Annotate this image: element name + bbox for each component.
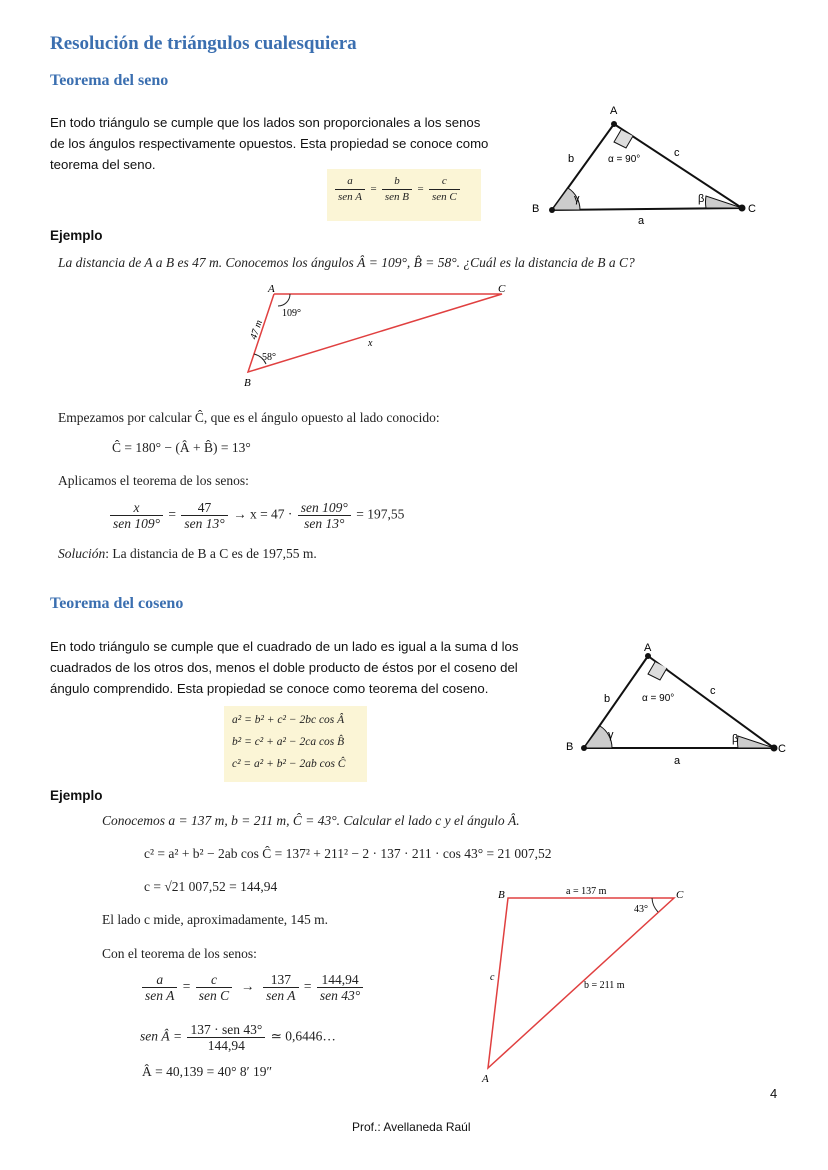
angle-alpha: α = 90° — [642, 693, 675, 704]
cosine-formula: b² = c² + a² − 2ca cos B̂ — [232, 736, 345, 748]
sine-step2: Aplicamos el teorema de los senos: — [58, 473, 249, 488]
sine-step1-formula: Ĉ = 180° − (Â + B̂) = 13° — [112, 440, 251, 455]
footer: Prof.: Avellaneda Raúl — [352, 1120, 471, 1134]
ex-vertex-C: C — [498, 283, 506, 295]
vertex-B: B — [566, 741, 574, 753]
cosine-line7: Â = 40,139 = 40° 8′ 19″ — [142, 1064, 273, 1079]
sine-solution: Solución: La distancia de B a C es de 197,55 m. — [58, 546, 317, 561]
vertex-C: C — [778, 743, 786, 755]
sine-paragraph — [50, 112, 488, 175]
cosine-formula-box — [224, 706, 367, 782]
ex-side-x: x — [368, 338, 373, 349]
cosine-paragraph-line: ángulo comprendido. Esta propiedad se conoce como teorema del coseno. — [50, 681, 489, 696]
sine-example-question: La distancia de A a B es 47 m. Conocemos los ángulos Â = 109°, B̂ = 58°. ¿Cuál es la distancia de B a C? — [58, 255, 635, 270]
cosine-formula: a² = b² + c² − 2bc cos Â — [232, 714, 345, 726]
ex-vertex-B: B — [244, 377, 251, 389]
cosine-heading: Teorema del coseno — [50, 595, 184, 612]
page-number: 4 — [770, 1086, 778, 1101]
ex-side-b: b = 211 m — [584, 980, 625, 991]
cosine-paragraph-line: En todo triángulo se cumple que el cuadrado de un lado es igual a la suma d los — [50, 639, 519, 654]
ex-angle-A: 109° — [282, 308, 301, 319]
cosine-line1: c² = a² + b² − 2ab cos Ĉ = 137² + 211² − 2 · 137 · 211 · cos 43° = 21 007,52 — [144, 846, 552, 861]
page-title: Resolución de triángulos cualesquiera — [50, 33, 357, 54]
cosine-example-figure — [478, 884, 698, 1088]
cosine-line4: Con el teorema de los senos: — [102, 946, 257, 961]
ex-side-c: c — [490, 972, 495, 983]
ex-side: 47 m — [248, 318, 265, 341]
sine-paragraph-line: En todo triángulo se cumple que los lados son proporcionales a los senos — [50, 115, 481, 130]
angle-beta: β — [698, 193, 705, 205]
side-b: b — [568, 153, 575, 165]
cosine-paragraph — [50, 636, 518, 699]
cosine-line5: $\frac{a}{\text{sen A}}$ = $\frac{c}{\text{sen C}}$ → $\frac{137}{\text{sen A}}$ = $\frac{144,94}{\text{sen 43°}}$ — [140, 972, 365, 1003]
side-a: a — [638, 215, 645, 225]
sine-heading: Teorema del seno — [50, 72, 169, 89]
sine-step1: Empezamos por calcular Ĉ, que es el ángulo opuesto al lado conocido: — [58, 410, 440, 425]
cosine-example-intro: Conocemos a = 137 m, b = 211 m, Ĉ = 43°. Calcular el lado c y el ángulo Â. — [102, 813, 520, 828]
sine-formula-box — [327, 169, 481, 221]
ex-vertex-A: A — [482, 1073, 489, 1085]
angle-beta: β — [732, 733, 739, 745]
sine-paragraph-line: teorema del seno. — [50, 157, 156, 172]
side-a: a — [674, 755, 681, 767]
sine-formula: $\frac{a}{\text{sen A}}$ = $\frac{b}{\text{sen B}}$ = $\frac{c}{\text{sen C}}$ — [333, 174, 462, 205]
side-b: b — [604, 693, 611, 705]
cosine-line3: El lado c mide, aproximadamente, 145 m. — [102, 912, 329, 927]
ex-angle-B: 58° — [262, 352, 276, 363]
sine-triangle-figure — [528, 100, 758, 225]
ex-angle-C: 43° — [634, 904, 648, 915]
sine-paragraph-line: de los ángulos respectivamente opuestos. Esta propiedad se conoce como — [50, 136, 489, 151]
side-c: c — [710, 685, 716, 697]
cosine-line6: sen Â = $\frac{\text{137 · sen 43°}}{144,94}$ ≃ 0,6446… — [140, 1022, 336, 1053]
cosine-formula: c² = a² + b² − 2ab cos Ĉ — [232, 758, 346, 770]
sine-example-label: Ejemplo — [50, 228, 103, 243]
cosine-paragraph-line: cuadrados de los otros dos, menos el doble producto de éstos por el coseno del — [50, 660, 518, 675]
angle-gamma: γ — [574, 193, 580, 205]
vertex-A: A — [644, 642, 652, 654]
side-c: c — [674, 147, 680, 159]
ex-vertex-A: A — [268, 283, 275, 295]
angle-alpha: α = 90° — [608, 154, 641, 165]
vertex-C: C — [748, 203, 756, 215]
vertex-A: A — [610, 105, 618, 117]
cosine-line2: c = √21 007,52 = 144,94 — [144, 879, 278, 894]
cosine-triangle-figure — [560, 638, 790, 768]
sine-example-figure — [240, 282, 520, 390]
ex-side-a: a = 137 m — [566, 886, 607, 897]
ex-vertex-C: C — [676, 889, 684, 901]
cosine-formulas — [232, 709, 345, 775]
ex-vertex-B: B — [498, 889, 505, 901]
sine-step2-formula: $\frac{x}{\text{sen 109°}}$ = $\frac{47}{\text{sen 13°}}$ → x = 47 · $\frac{\text{sen 109°}}{\text{sen 13°}}$ = 197,55 — [108, 500, 404, 531]
angle-gamma: γ — [608, 729, 614, 741]
cosine-example-label: Ejemplo — [50, 788, 103, 803]
vertex-B: B — [532, 203, 540, 215]
